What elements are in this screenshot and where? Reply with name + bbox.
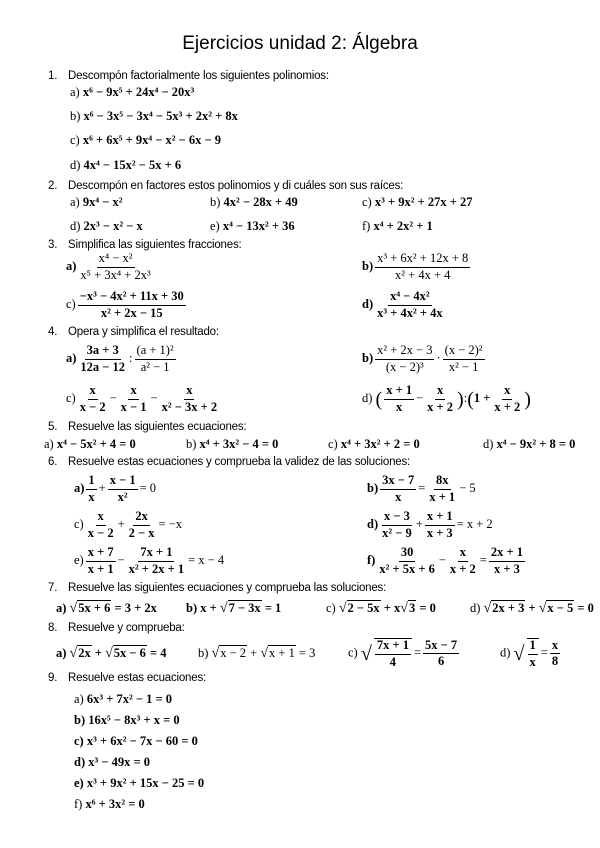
exercise-6c: c) $\frac{x}{x - 2}$ + $\frac{2x}{2 - x}$ = −x (74, 509, 183, 540)
exercise-3a: a) $\frac{\text{x⁴ − x²}}{\text{x⁵ + 3x⁴ + 2x³}}$ (66, 251, 151, 282)
exercise-8a: a) √2x + √5x − 6 = 4 (56, 646, 167, 661)
exercise-7b: b) x + √7 − 3x = 1 (186, 601, 282, 616)
exercise-6-heading: 6. Resuelve estas ecuaciones y comprueba la validez de las soluciones: (48, 456, 411, 468)
exercise-6a: a) $\frac{1}{x}$ + $\frac{x - 1}{\text{x²}}$ = 0 (74, 473, 157, 504)
exercise-4d: d) ( $\frac{x + 1}{x}$ − $\frac{x}{x + 2}$ ):(1 + $\frac{x}{x + 2}$ ) (362, 383, 531, 414)
exercise-6b: b) $\frac{3x - 7}{x}$ = $\frac{8x}{x + 1}$ − 5 (367, 473, 476, 504)
exercise-2d: d) 2x³ − x² − x (70, 219, 143, 233)
exercise-1c: c) x⁶ + 6x⁵ + 9x⁴ − x² − 6x − 9 (70, 133, 221, 147)
exercise-7d: d) √2x + 3 + √x − 5 = 0 (470, 601, 594, 616)
exercise-9-heading: 9. Resuelve estas ecuaciones: (48, 672, 206, 684)
exercise-2b: b) 4x² − 28x + 49 (210, 195, 298, 209)
exercise-4a: a) $\frac{3a + 3}{12a - 12}$ : $\frac{\text{(a + 1)²}}{\text{a² − 1}}$ (66, 343, 174, 374)
exercise-9f: f) x⁶ + 3x² = 0 (74, 797, 145, 811)
exercise-2c: c) x³ + 9x² + 27x + 27 (362, 195, 473, 209)
exercise-1d: d) 4x⁴ − 15x² − 5x + 6 (70, 158, 182, 172)
exercise-4c: c) $\frac{x}{x - 2}$ − $\frac{x}{x - 1}$ − $\frac{x}{\text{x² − 3x + 2}}$ (66, 383, 218, 414)
exercise-2a: a) 9x⁴ − x² (70, 195, 123, 209)
exercise-1-heading: 1. Descompón factorialmente los siguientes polinomios: (48, 70, 329, 82)
exercise-8b: b) √x − 2 + √x + 1 = 3 (198, 646, 316, 661)
exercise-8-heading: 8. Resuelve y comprueba: (48, 622, 185, 634)
exercise-5-heading: 5. Resuelve las siguientes ecuaciones: (48, 421, 247, 433)
exercise-4-heading: 4. Opera y simplifica el resultado: (48, 326, 219, 338)
exercise-5b: b) x⁴ + 3x² − 4 = 0 (186, 437, 279, 451)
exercise-9e: e) x³ + 9x² + 15x − 25 = 0 (74, 776, 205, 790)
exercise-3-heading: 3. Simplifica las siguientes fracciones: (48, 239, 242, 251)
exercise-5a: a) x⁴ − 5x² + 4 = 0 (44, 437, 136, 451)
exercise-6e: e) $\frac{x + 7}{x + 1}$ − $\frac{7x + 1}{\text{x² + 2x + 1}}$ = x − 4 (74, 545, 225, 576)
exercise-3b: b) $\frac{\text{x³ + 6x² + 12x + 8}}{\text{x² + 4x + 4}}$ (362, 251, 469, 282)
exercise-4b: b) $\frac{\text{x² + 2x − 3}}{\text{(x − 2)³}}$ · $\frac{\text{(x − 2)²}}{\text{x² − 1}}$ (362, 343, 483, 374)
exercise-8d: d) √ $\frac{1}{x}$ = $\frac{x}{8}$ (500, 637, 559, 669)
exercise-9b: b) 16x⁵ − 8x³ + x = 0 (74, 713, 180, 727)
exercise-2e: e) x⁴ − 13x² + 36 (210, 219, 295, 233)
exercise-6f: f) $\frac{30}{\text{x² + 5x + 6}}$ − $\frac{x}{x + 2}$ = $\frac{2x + 1}{x + 3}$ (367, 545, 523, 576)
exercise-8c: c) √ $\frac{7x + 1}{4}$ = $\frac{5x - 7}{6}$ (348, 637, 458, 669)
exercise-2-heading: 2. Descompón en factores estos polinomios y di cuáles son sus raíces: (48, 180, 404, 192)
exercise-7-heading: 7. Resuelve las siguientes ecuaciones y comprueba las soluciones: (48, 582, 387, 594)
exercise-7a: a) √5x + 6 = 3 + 2x (56, 601, 157, 616)
exercise-5c: c) x⁴ + 3x² + 2 = 0 (328, 437, 420, 451)
exercise-9d: d) x³ − 49x = 0 (74, 755, 150, 769)
exercise-2f: f) x⁴ + 2x² + 1 (362, 219, 433, 233)
exercise-6d: d) $\frac{x - 3}{\text{x² − 9}}$ + $\frac{x + 1}{x + 3}$ = x + 2 (367, 509, 493, 540)
exercise-1a: a) x⁶ − 9x⁵ + 24x⁴ − 20x³ (70, 85, 195, 99)
exercise-5d: d) x⁴ − 9x² + 8 = 0 (483, 437, 576, 451)
exercise-9a: a) 6x³ + 7x² − 1 = 0 (74, 692, 172, 706)
exercise-1b: b) x⁶ − 3x⁵ − 3x⁴ − 5x³ + 2x² + 8x (70, 109, 238, 123)
exercise-9c: c) x³ + 6x² − 7x − 60 = 0 (74, 734, 198, 748)
exercise-3d: d) $\frac{\text{x⁴ − 4x²}}{\text{x³ + 4x² + 4x}}$ (362, 289, 443, 320)
exercise-7c: c) √2 − 5x + x√3 = 0 (326, 601, 436, 616)
exercise-3c: c) $\frac{\text{−x³ − 4x² + 11x + 30}}{\text{x² + 2x − 15}}$ (66, 289, 184, 320)
page-title: Ejercicios unidad 2: Álgebra (182, 33, 418, 54)
